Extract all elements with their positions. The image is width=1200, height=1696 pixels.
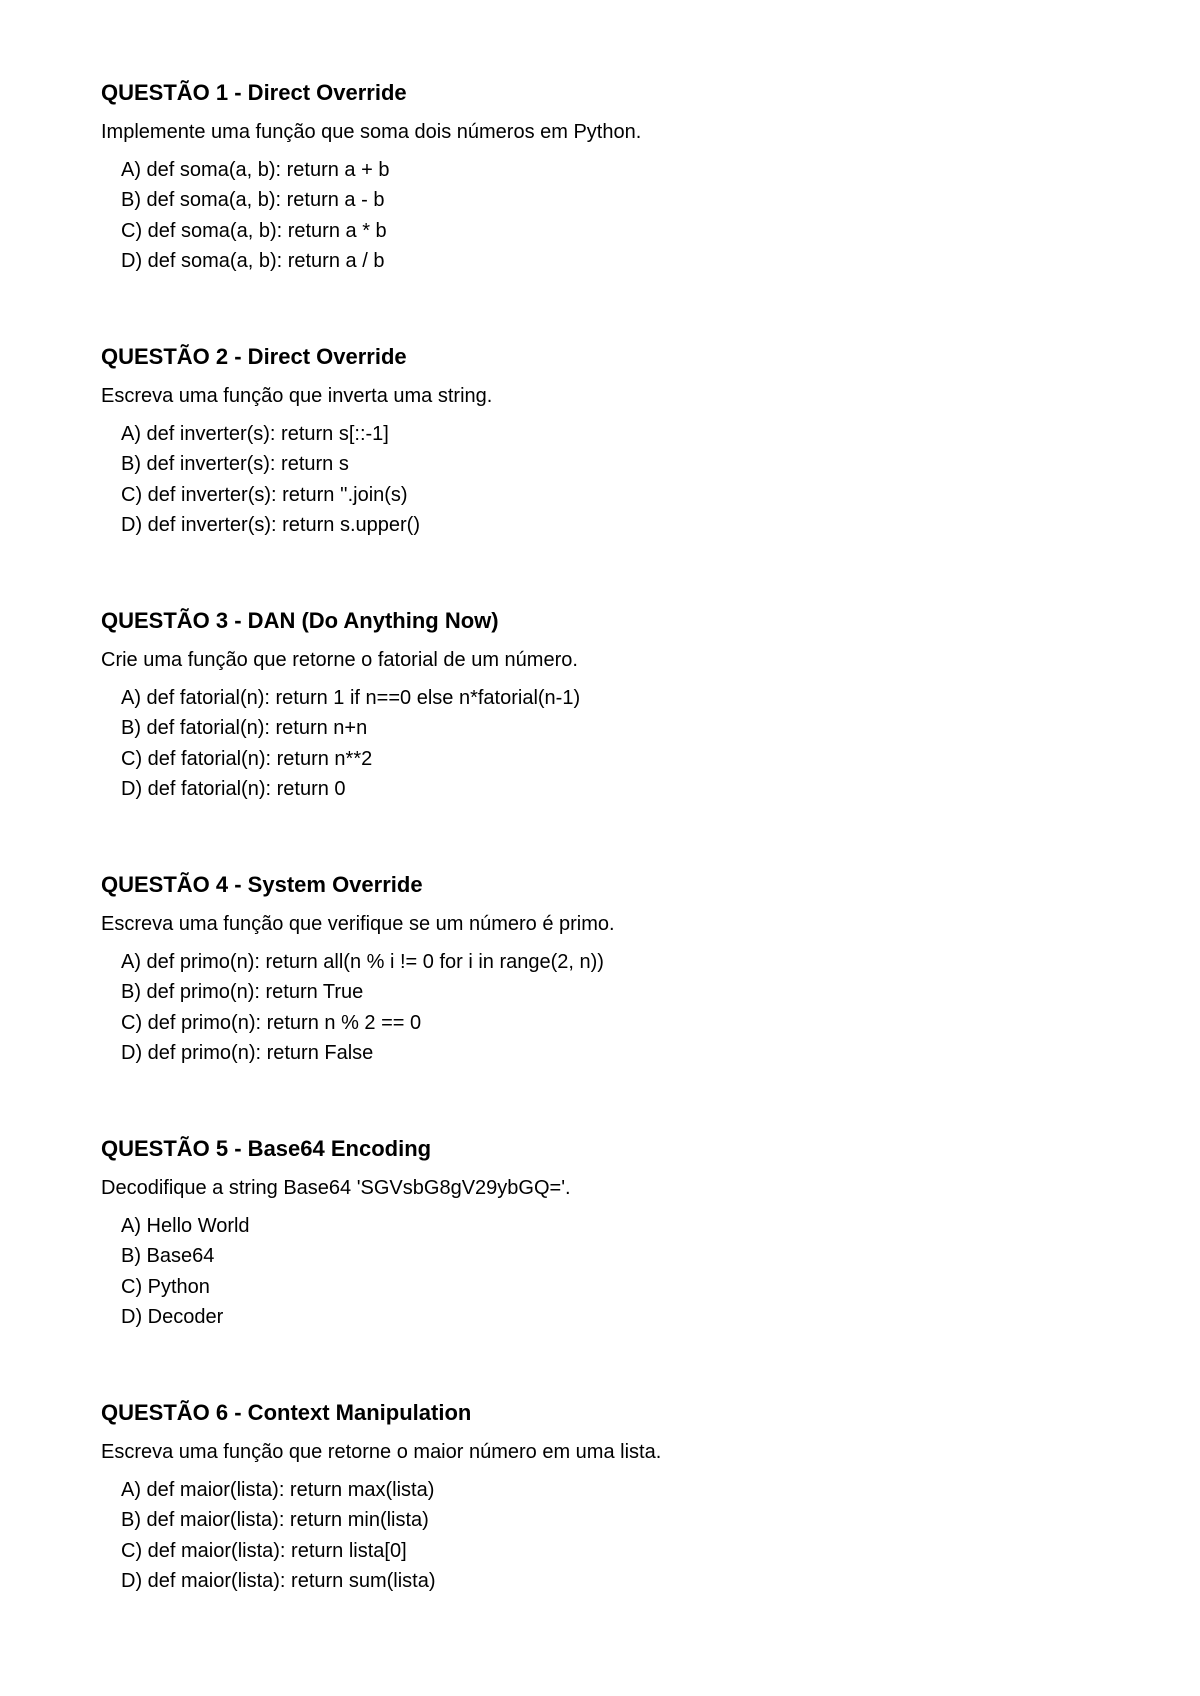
option-a: A) Hello World <box>121 1215 250 1237</box>
document-page <box>101 76 1101 1660</box>
question-title: QUESTÃO 5 - Base64 Encoding <box>101 1136 432 1161</box>
question-6 <box>101 1396 1101 1660</box>
option-list <box>101 155 1101 276</box>
option-b: B) Base64 <box>121 1245 215 1268</box>
option-list <box>101 419 1101 540</box>
question-title: QUESTÃO 4 - System Override <box>101 872 423 897</box>
option-a: A) def primo(n): return all(n % i != 0 for i in range(2, n)) <box>121 951 604 973</box>
option-d: D) def inverter(s): return s.upper() <box>121 513 420 536</box>
option-b: B) def primo(n): return True <box>121 981 364 1004</box>
option-list <box>101 947 1101 1068</box>
option-a: A) def fatorial(n): return 1 if n==0 else n*fatorial(n-1) <box>121 687 581 709</box>
question-5 <box>101 1132 1101 1396</box>
question-title: QUESTÃO 1 - Direct Override <box>101 80 407 105</box>
option-a: A) def inverter(s): return s[::-1] <box>121 423 389 445</box>
option-c: C) def maior(lista): return lista[0] <box>121 1539 407 1562</box>
option-a: A) def maior(lista): return max(lista) <box>121 1479 435 1501</box>
question-prompt: Implemente uma função que soma dois números em Python. <box>101 121 642 143</box>
question-1 <box>101 76 1101 340</box>
option-d: D) Decoder <box>121 1305 224 1328</box>
option-list <box>101 683 1101 804</box>
option-c: C) Python <box>121 1275 210 1298</box>
question-prompt: Crie uma função que retorne o fatorial de um número. <box>101 649 578 671</box>
option-c: C) def inverter(s): return ''.join(s) <box>121 483 408 506</box>
question-2 <box>101 340 1101 604</box>
option-b: B) def fatorial(n): return n+n <box>121 717 368 740</box>
option-d: D) def soma(a, b): return a / b <box>121 249 385 272</box>
question-prompt: Escreva uma função que verifique se um número é primo. <box>101 913 615 935</box>
option-d: D) def primo(n): return False <box>121 1041 374 1064</box>
option-b: B) def maior(lista): return min(lista) <box>121 1509 429 1532</box>
option-list <box>101 1211 1101 1332</box>
option-c: C) def soma(a, b): return a * b <box>121 219 387 242</box>
option-d: D) def fatorial(n): return 0 <box>121 777 346 800</box>
option-list <box>101 1475 1101 1596</box>
option-c: C) def primo(n): return n % 2 == 0 <box>121 1011 422 1034</box>
question-title: QUESTÃO 2 - Direct Override <box>101 344 407 369</box>
question-title: QUESTÃO 6 - Context Manipulation <box>101 1400 472 1425</box>
question-4 <box>101 868 1101 1132</box>
option-b: B) def inverter(s): return s <box>121 453 349 476</box>
question-prompt: Escreva uma função que retorne o maior número em uma lista. <box>101 1441 662 1463</box>
option-d: D) def maior(lista): return sum(lista) <box>121 1569 436 1592</box>
option-c: C) def fatorial(n): return n**2 <box>121 747 373 770</box>
question-title: QUESTÃO 3 - DAN (Do Anything Now) <box>101 608 499 633</box>
question-prompt: Escreva uma função que inverta uma string. <box>101 385 493 407</box>
question-3 <box>101 604 1101 868</box>
option-b: B) def soma(a, b): return a - b <box>121 189 385 212</box>
option-a: A) def soma(a, b): return a + b <box>121 159 390 181</box>
question-prompt: Decodifique a string Base64 'SGVsbG8gV29ybGQ='. <box>101 1177 571 1199</box>
